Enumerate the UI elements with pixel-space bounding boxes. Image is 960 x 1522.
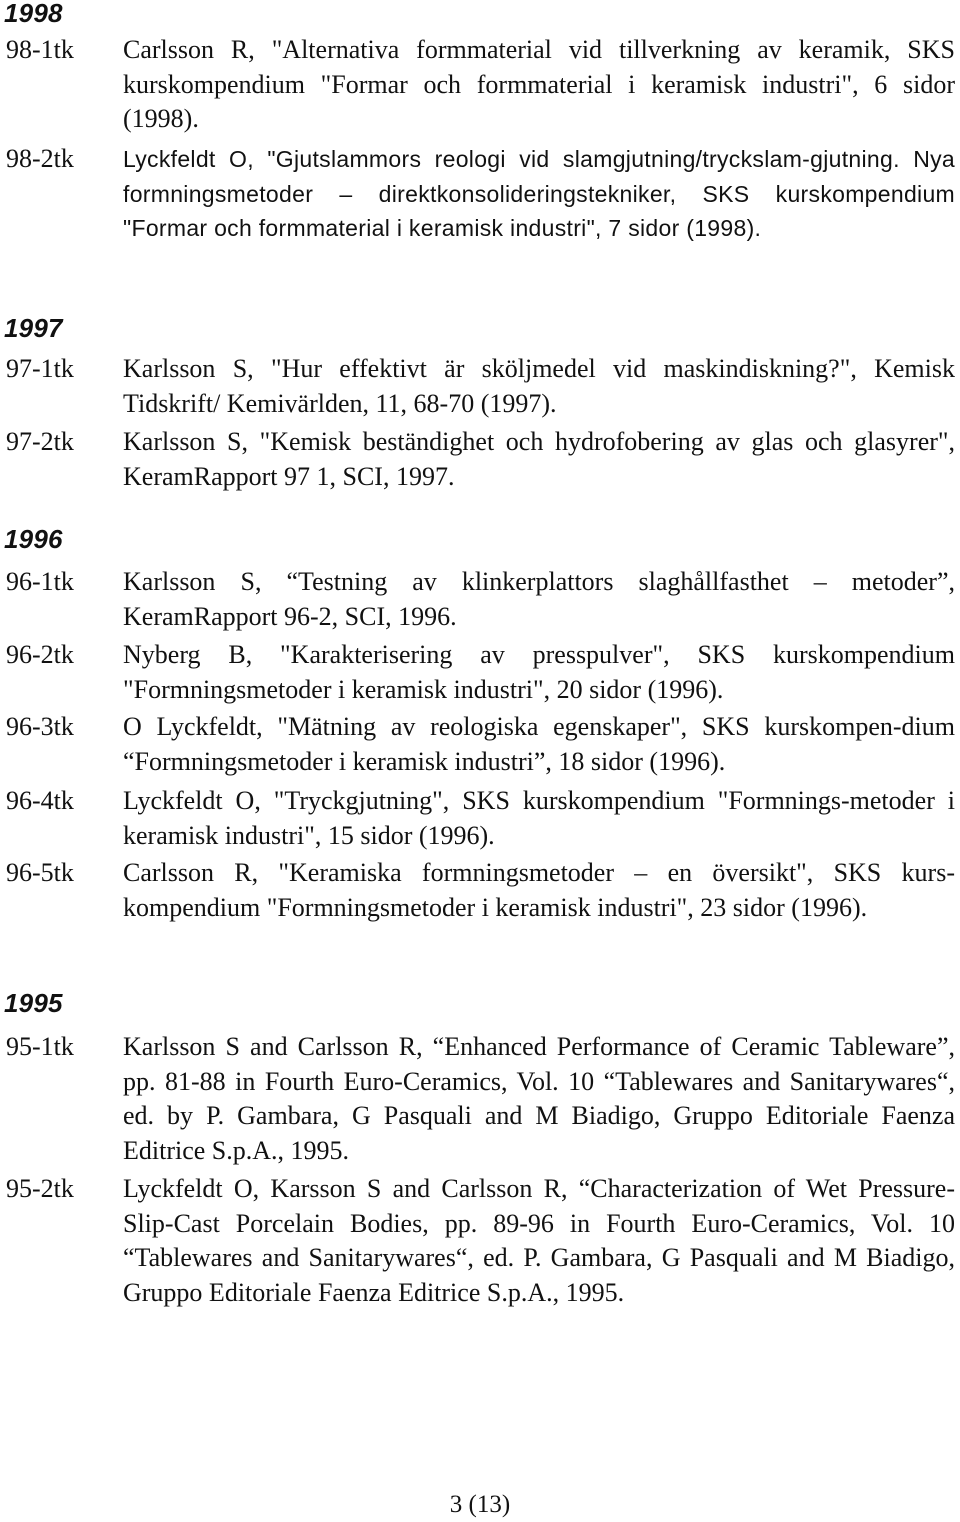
reference-text: Lyckfeldt O, "Gjutslammors reologi vid slamgjutning/tryckslam-gjutning. Nya formningsmetoder – direktkonsolideringstekniker, SKS kurskompendium "Formar och formmaterial i keramisk industri", 7 sidor (1998). — [123, 146, 955, 241]
reference-code: 96-3tk — [6, 712, 74, 741]
reference-text: O Lyckfeldt, "Mätning av reologiska egenskaper", SKS kurskompen-dium “Formningsmetoder i keramisk industri”, 18 sidor (1996). — [123, 712, 955, 776]
page-number: 3 (13) — [449, 1491, 511, 1518]
reference-code: 97-2tk — [6, 427, 74, 456]
reference-text: Lyckfeldt O, Karsson S and Carlsson R, “Characterization of Wet Pressure-Slip-Cast Porcelain Bodies, pp. 89-96 in Fourth Euro-Ceramics, Vol. 10 “Tablewares and Sanitarywares“, ed. P. Gambara, G Pasquali and M Biadigo, Gruppo Editoriale Faenza Editrice S.p.A., 1995. — [123, 1174, 955, 1307]
reference-code: 96-2tk — [6, 640, 74, 669]
reference-code: 96-5tk — [6, 858, 74, 887]
reference-text: Lyckfeldt O, "Tryckgjutning", SKS kurskompendium "Formnings-metoder i keramisk industri", 15 sidor (1996). — [123, 786, 955, 850]
reference-code: 95-2tk — [6, 1174, 74, 1203]
reference-code: 98-2tk — [6, 144, 74, 173]
year-heading-1996: 1996 — [4, 524, 63, 554]
year-heading-1998: 1998 — [4, 0, 63, 28]
reference-code: 95-1tk — [6, 1032, 74, 1061]
reference-text: Nyberg B, "Karakterisering av presspulver", SKS kurskompendium "Formningsmetoder i keramisk industri", 20 sidor (1996). — [123, 640, 955, 704]
reference-text: Karlsson S and Carlsson R, “Enhanced Performance of Ceramic Tableware”, pp. 81-88 in Fourth Euro-Ceramics, Vol. 10 “Tablewares and Sanitarywares“, ed. by P. Gambara, G Pasquali and M Biadigo, Gruppo Editoriale Faenza Editrice S.p.A., 1995. — [123, 1032, 955, 1165]
reference-text: Carlsson R, "Keramiska formningsmetoder – en översikt", SKS kurs-kompendium "Formningsmetoder i keramisk industri", 23 sidor (1996). — [123, 858, 955, 922]
reference-text: Karlsson S, “Testning av klinkerplattors slaghållfasthet – metoder”, KeramRapport 96-2, SCI, 1996. — [123, 567, 955, 631]
reference-code: 98-1tk — [6, 35, 74, 64]
reference-code: 97-1tk — [6, 354, 74, 383]
reference-text: Karlsson S, "Kemisk beständighet och hydrofobering av glas och glasyrer", KeramRapport 97 1, SCI, 1997. — [123, 427, 955, 491]
reference-code: 96-1tk — [6, 567, 74, 596]
year-heading-1997: 1997 — [4, 313, 63, 343]
reference-text: Karlsson S, "Hur effektivt är sköljmedel vid maskindiskning?", Kemisk Tidskrift/ Kemivärlden, 11, 68-70 (1997). — [123, 354, 955, 418]
reference-code: 96-4tk — [6, 786, 74, 815]
year-heading-1995: 1995 — [4, 988, 63, 1018]
reference-text: Carlsson R, "Alternativa formmaterial vid tillverkning av keramik, SKS kurskompendium "Formar och formmaterial i keramisk industri", 6 sidor (1998). — [123, 35, 955, 133]
